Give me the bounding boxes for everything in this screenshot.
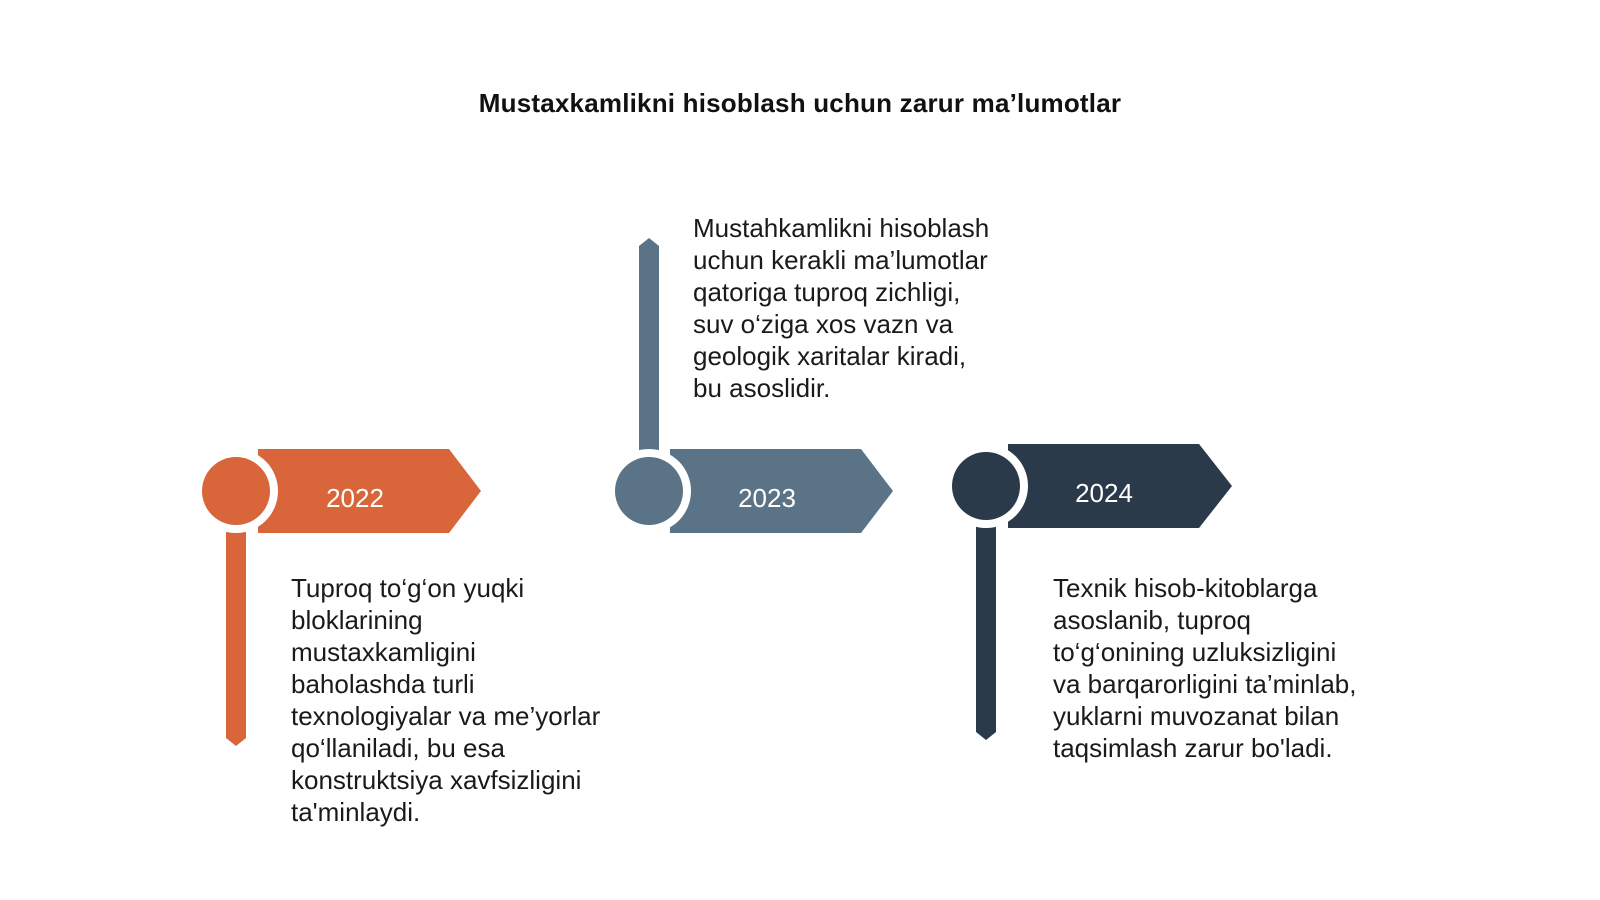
description-line: geologik xaritalar kiradi,: [693, 341, 967, 371]
milestone-2023-dot: [615, 457, 683, 525]
description-line: Tuproq to‘g‘on yuqki: [291, 573, 525, 603]
milestone-2024-dot: [952, 452, 1020, 520]
milestone-2022-dot: [202, 457, 270, 525]
milestone-2022-stem: [226, 528, 246, 746]
description-line: texnologiyalar va me’yorlar: [291, 701, 601, 731]
description-line: Mustahkamlikni hisoblash: [693, 213, 990, 243]
description-line: bu asoslidir.: [693, 373, 831, 403]
description-line: asoslanib, tuproq: [1053, 605, 1252, 635]
milestone-2022-year: 2022: [326, 483, 384, 513]
description-line: qo‘llaniladi, bu esa: [291, 733, 505, 763]
description-line: ta'minlaydi.: [291, 797, 421, 827]
description-line: qatoriga tuproq zichligi,: [693, 277, 961, 307]
description-line: uchun kerakli ma’lumotlar: [693, 245, 988, 275]
description-line: konstruktsiya xavfsizligini: [291, 765, 582, 795]
description-line: va barqarorligini ta’minlab,: [1053, 669, 1357, 699]
milestone-2023-year: 2023: [738, 483, 796, 513]
milestone-2022-description: [291, 572, 600, 828]
milestone-2023-description: [693, 212, 989, 404]
description-line: to‘g‘onining uzluksizligini: [1053, 637, 1337, 667]
description-line: bloklarining: [291, 605, 423, 635]
diagram-title: Mustaxkamlikni hisoblash uchun zarur ma’lumotlar: [478, 88, 1122, 118]
milestone-2024-year: 2024: [1075, 478, 1133, 508]
milestone-2023-stem: [639, 238, 659, 450]
description-line: mustaxkamligini: [291, 637, 476, 667]
milestone-2024-stem: [976, 526, 996, 740]
description-line: taqsimlash zarur bo'ladi.: [1053, 733, 1333, 763]
description-line: yuklarni muvozanat bilan: [1053, 701, 1340, 731]
milestone-2024-description: [1053, 572, 1356, 764]
description-line: Texnik hisob-kitoblarga: [1053, 573, 1318, 603]
description-line: suv o‘ziga xos vazn va: [693, 309, 954, 339]
description-line: baholashda turli: [291, 669, 475, 699]
